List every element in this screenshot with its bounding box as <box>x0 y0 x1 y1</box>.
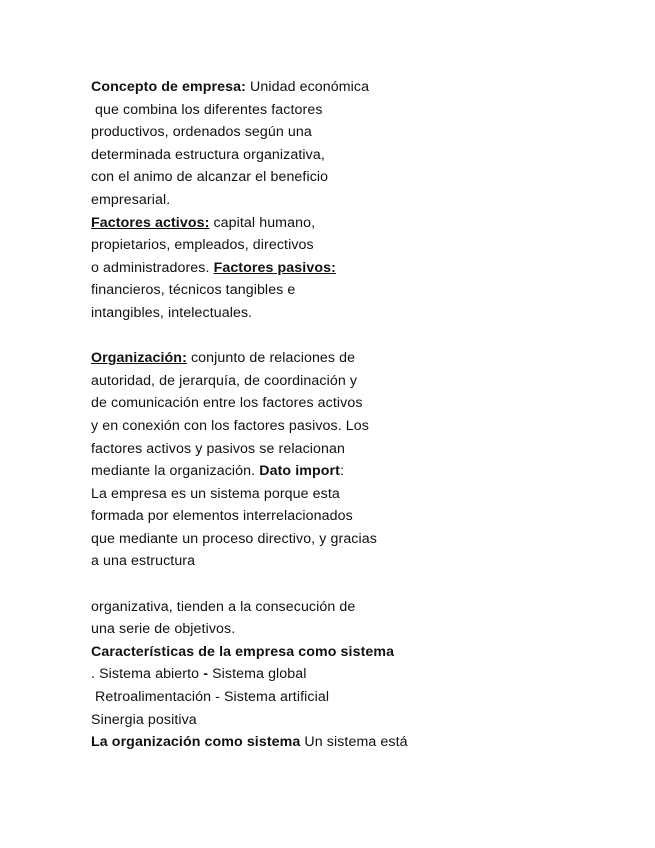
heading-text: Concepto de empresa: <box>91 79 246 95</box>
text-line <box>91 709 611 732</box>
blank-line <box>91 573 611 596</box>
text-line <box>91 234 611 257</box>
body-text: con el animo de alcanzar el beneficio <box>91 169 329 186</box>
text-line <box>91 302 611 325</box>
body-text: Unidad económica <box>245 79 370 95</box>
body-text: empresarial. <box>91 191 171 208</box>
body-text: propietarios, empleados, directivos <box>91 237 314 254</box>
text-line <box>91 505 611 528</box>
text-line <box>91 212 611 235</box>
text-line <box>91 166 611 189</box>
body-text: Sistema global <box>208 666 307 683</box>
heading-text: Factores activos: <box>91 214 210 231</box>
body-text: mediante la organización. <box>91 463 260 480</box>
body-text: conjunto de relaciones de <box>186 350 356 367</box>
body-text: Un sistema está <box>300 734 408 751</box>
body-text: La empresa es un sistema porque esta <box>91 485 340 502</box>
text-line <box>91 370 611 393</box>
text-line <box>91 731 611 754</box>
body-text: o administradores. <box>91 259 214 276</box>
heading-text: Factores pasivos: <box>213 259 336 276</box>
text-line <box>91 528 611 551</box>
body-text: intangibles, intelectuales. <box>91 304 253 321</box>
text-line <box>91 76 611 99</box>
body-text: a una estructura <box>91 553 196 570</box>
body-text: factores activos y pasivos se relacionan <box>91 440 345 457</box>
body-text: capital humano, <box>209 214 316 231</box>
text-line <box>91 144 611 167</box>
heading-text: Características de la empresa como sistema <box>91 643 395 660</box>
text-line <box>91 347 611 370</box>
text-line <box>91 596 611 619</box>
heading-text: Dato import <box>259 463 340 480</box>
text-line <box>91 121 611 144</box>
body-text: autoridad, de jerarquía, de coordinación y <box>91 372 358 389</box>
text-line <box>91 415 611 438</box>
text-line <box>91 189 611 212</box>
body-text: que combina los diferentes factores <box>91 101 323 118</box>
text-line <box>91 483 611 506</box>
blank-line <box>91 325 611 348</box>
document-body <box>91 76 611 754</box>
body-text: una serie de objetivos. <box>91 621 236 638</box>
body-text: Retroalimentación - Sistema artificial <box>91 689 330 706</box>
text-line <box>91 663 611 686</box>
body-text: que mediante un proceso directivo, y gracias <box>91 530 377 547</box>
text-line <box>91 438 611 461</box>
text-line <box>91 460 611 483</box>
text-line <box>91 686 611 709</box>
body-text: de comunicación entre los factores activos <box>91 395 363 412</box>
text-line <box>91 392 611 415</box>
body-text: formada por elementos interrelacionados <box>91 508 353 525</box>
body-text: : <box>339 463 344 480</box>
text-line <box>91 279 611 302</box>
text-line <box>91 641 611 664</box>
body-text: organizativa, tienden a la consecución de <box>91 598 356 615</box>
text-line <box>91 618 611 641</box>
body-text: financieros, técnicos tangibles e <box>91 282 296 299</box>
body-text: . Sistema abierto <box>91 666 204 683</box>
text-line <box>91 257 611 280</box>
body-text: productivos, ordenados según una <box>91 124 312 141</box>
heading-text: Organización: <box>91 350 187 367</box>
body-text: Sinergia positiva <box>91 711 197 728</box>
text-line <box>91 99 611 122</box>
heading-text: La organización como sistema <box>91 734 301 751</box>
heading-text: - <box>203 666 209 683</box>
body-text: y en conexión con los factores pasivos. Los <box>91 417 369 434</box>
body-text: determinada estructura organizativa, <box>91 146 325 163</box>
text-line <box>91 550 611 573</box>
